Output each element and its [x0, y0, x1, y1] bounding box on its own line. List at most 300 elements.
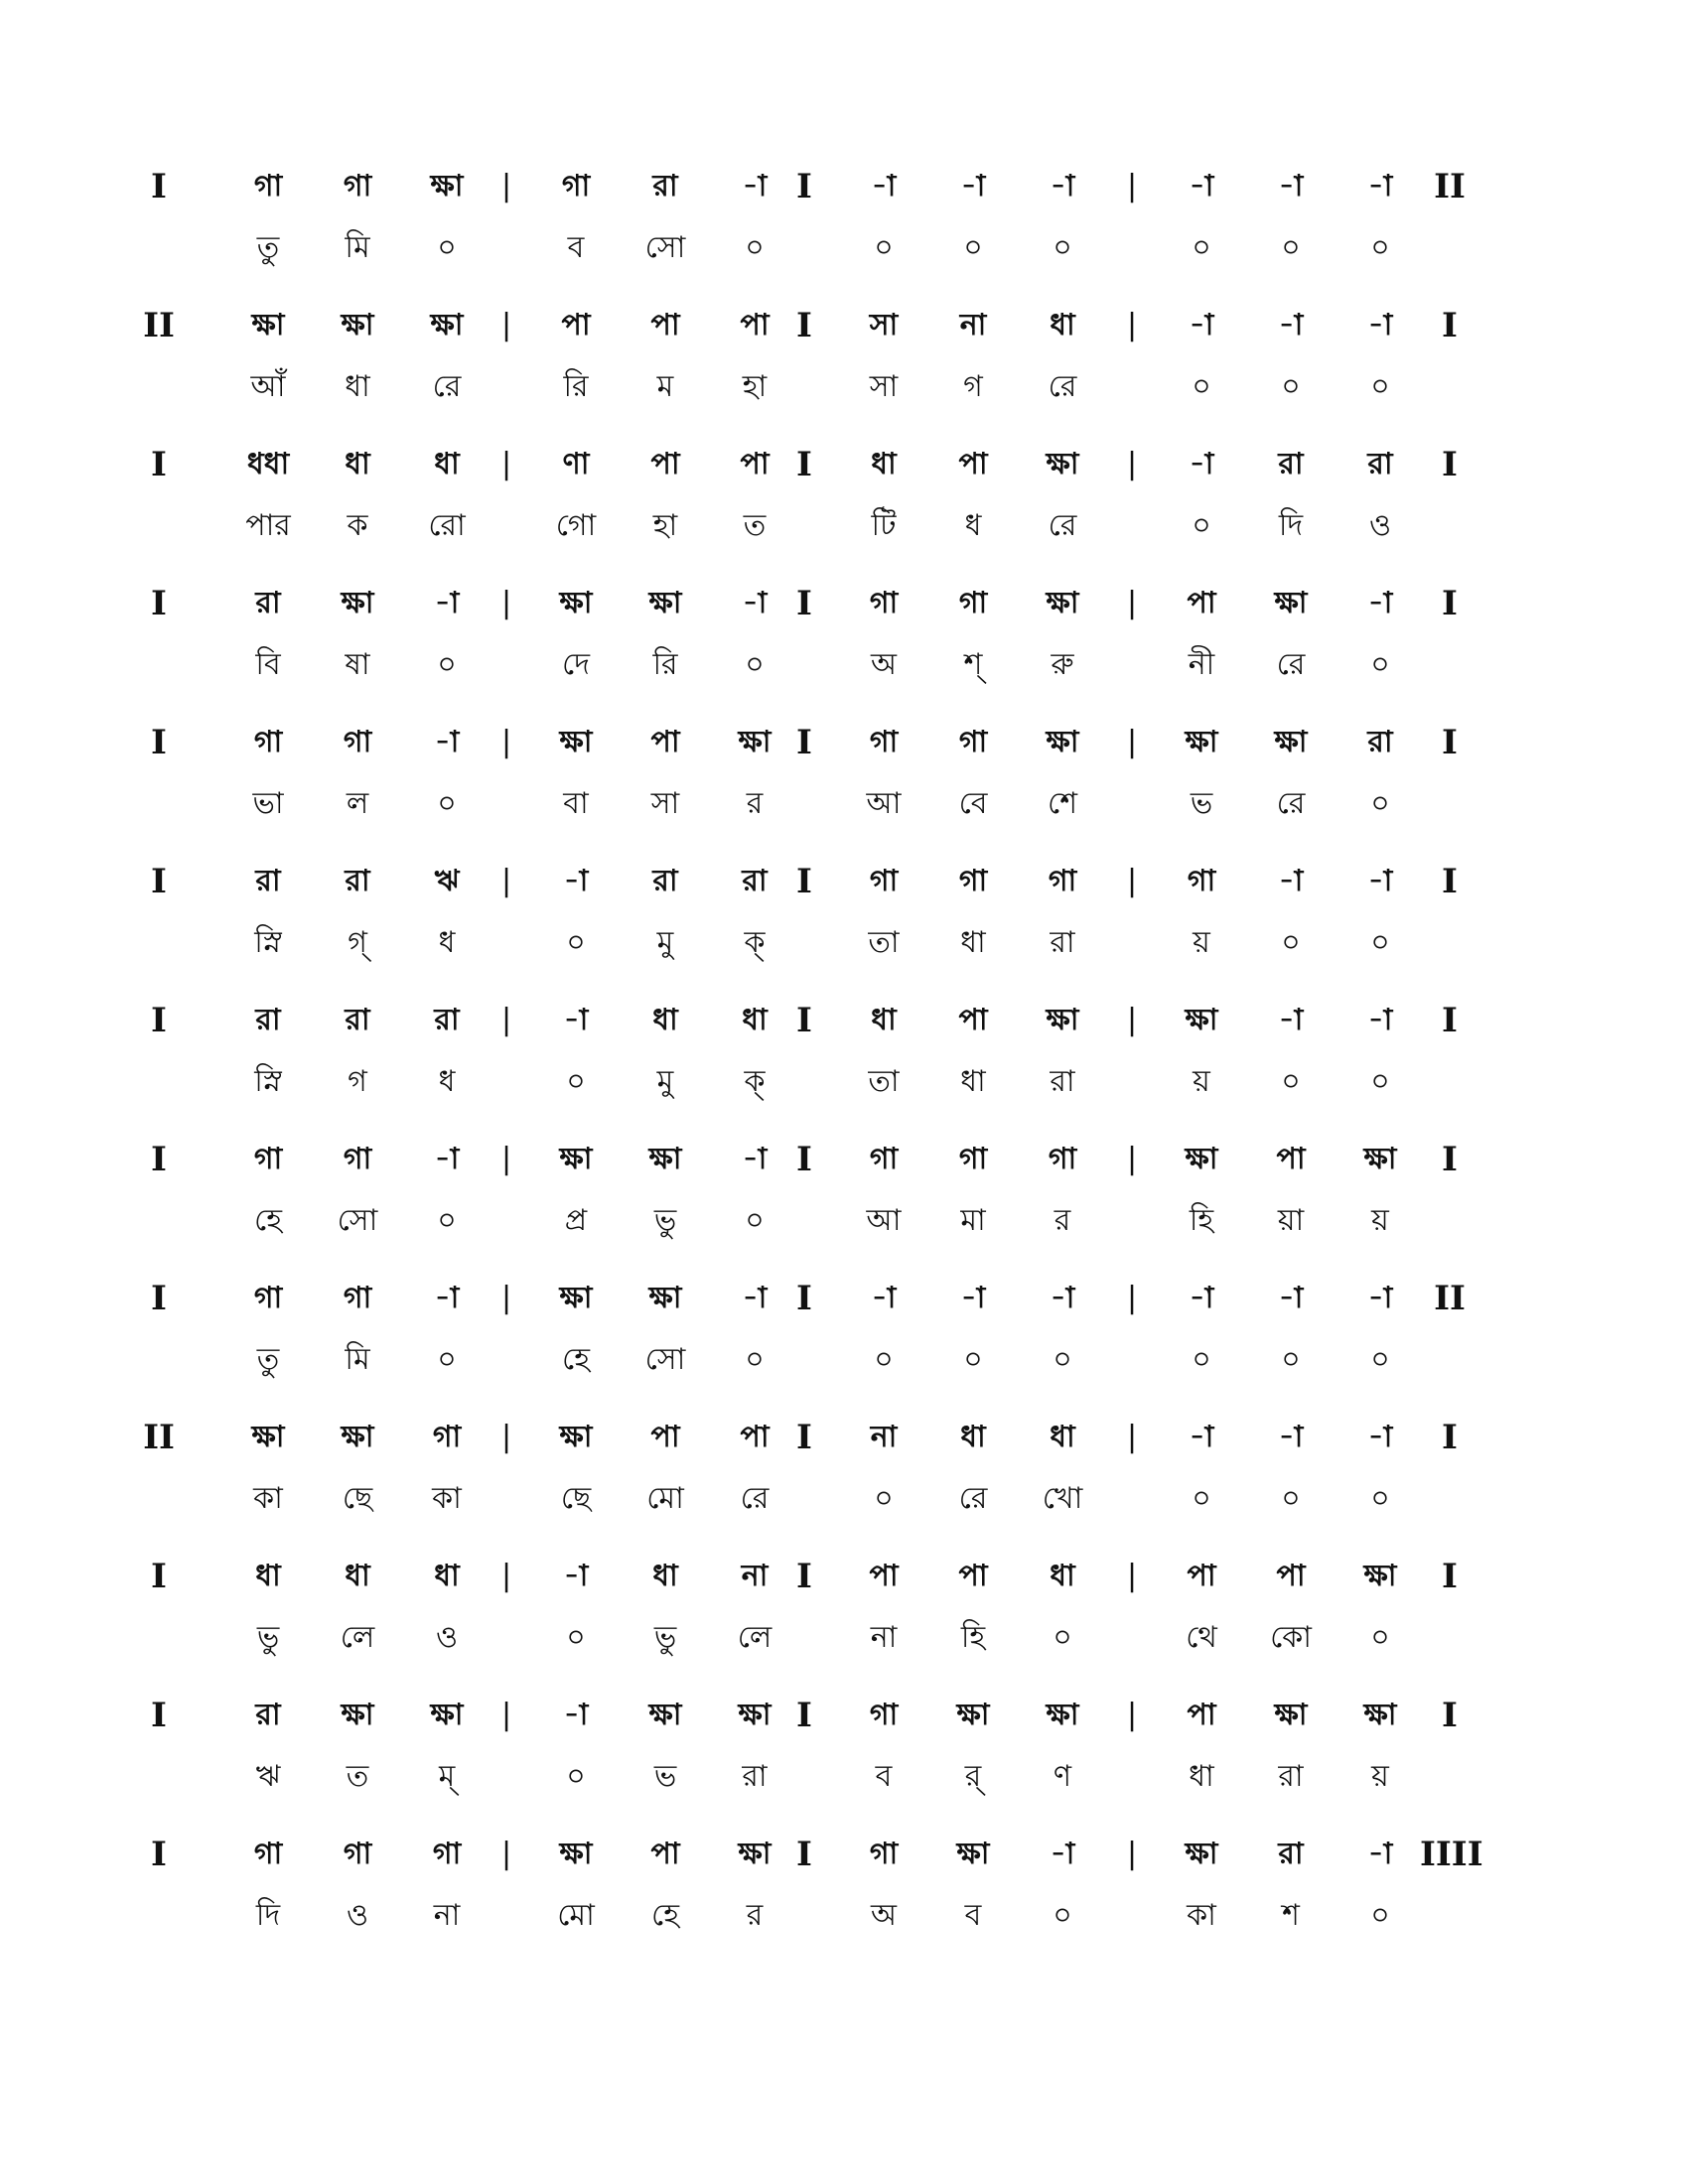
swara-note: ক্ষা	[956, 1837, 990, 1871]
lyric-syllable: ০	[1370, 1481, 1390, 1516]
swara-note: -া	[1367, 1003, 1393, 1037]
swara-note: ধা	[742, 1003, 768, 1037]
bar-line: I	[151, 584, 167, 623]
swara-note: না	[741, 1559, 769, 1593]
lyric-syllable: ও	[346, 1898, 369, 1933]
swara-note: ক্ষা	[341, 308, 374, 342]
swara-note: গা	[958, 1142, 988, 1176]
swara-note: ধা	[345, 1559, 370, 1593]
beat-divider: |	[500, 169, 512, 204]
swara-note: গা	[869, 864, 899, 898]
lyric-syllable: সো	[644, 1342, 686, 1377]
swara-note: ক্ষা	[648, 1281, 682, 1315]
lyric-syllable: ০	[1192, 230, 1211, 265]
swara-note: ক্ষা	[430, 169, 464, 204]
lyric-syllable: ০	[566, 1620, 586, 1655]
notation-line	[143, 1410, 1529, 1549]
lyric-row	[159, 1193, 1529, 1249]
lyric-syllable: র	[1054, 1203, 1071, 1238]
lyric-syllable: মু	[656, 925, 674, 960]
lyric-syllable: পার	[245, 508, 291, 543]
beat-divider: |	[1126, 447, 1138, 481]
beat-divider: |	[500, 1281, 512, 1315]
bar-line: I	[796, 584, 812, 623]
swara-note: -া	[563, 1003, 589, 1037]
lyric-syllable: ০	[1281, 1064, 1301, 1099]
bar-line: I	[151, 723, 167, 762]
lyric-syllable: ০	[1370, 1620, 1390, 1655]
swara-row	[151, 576, 1529, 631]
swara-note: গা	[1048, 1142, 1077, 1176]
lyric-syllable: ০	[437, 786, 457, 821]
notation-sheet	[143, 159, 1529, 1966]
notation-line	[151, 1132, 1529, 1271]
swara-note: গা	[343, 169, 372, 204]
swara-note: -া	[742, 169, 768, 204]
swara-note: গা	[343, 1281, 372, 1315]
lyric-row	[159, 1888, 1529, 1944]
lyric-syllable: তা	[868, 1064, 900, 1099]
bar-line: I	[1442, 1418, 1458, 1457]
swara-note: গা	[869, 586, 899, 620]
bar-line: I	[1442, 1557, 1458, 1596]
swara-note: ক্ষা	[1046, 1003, 1079, 1037]
swara-note: রা	[434, 1003, 460, 1037]
lyric-syllable: রা	[1278, 1759, 1304, 1794]
notation-line	[151, 159, 1529, 298]
swara-note: ধা	[652, 1559, 678, 1593]
lyric-syllable: কা	[253, 1481, 283, 1516]
swara-row	[151, 715, 1529, 770]
lyric-syllable: র	[746, 1898, 764, 1933]
swara-note: গা	[253, 1281, 283, 1315]
notation-line	[151, 854, 1529, 993]
lyric-syllable: গ্	[348, 925, 367, 960]
lyric-syllable: সা	[869, 369, 899, 404]
bar-line: I	[796, 1557, 812, 1596]
swara-note: ধধা	[246, 447, 290, 481]
swara-row	[151, 1271, 1529, 1326]
lyric-syllable: দি	[255, 1898, 281, 1933]
swara-note: ক্ষা	[1046, 447, 1079, 481]
swara-note: -া	[563, 1698, 589, 1732]
lyric-row	[159, 220, 1529, 276]
swara-row	[151, 1827, 1529, 1882]
swara-note: ধা	[1050, 308, 1075, 342]
lyric-syllable: তা	[868, 925, 900, 960]
lyric-syllable: দি	[1278, 508, 1304, 543]
lyric-syllable: রে	[432, 369, 462, 404]
lyric-syllable: রি	[652, 647, 678, 682]
lyric-syllable: ছে	[342, 1481, 373, 1516]
swara-note: -া	[1189, 1420, 1214, 1454]
swara-note: গা	[869, 1837, 899, 1871]
lyric-syllable: ০	[437, 647, 457, 682]
swara-note: পা	[561, 308, 591, 342]
lyric-syllable: ০	[1192, 1342, 1211, 1377]
swara-note: ক্ষা	[1185, 725, 1218, 759]
beat-divider: |	[500, 1420, 512, 1454]
swara-note: -া	[563, 1559, 589, 1593]
beat-divider: |	[500, 1837, 512, 1871]
swara-row	[151, 159, 1529, 214]
lyric-syllable: ০	[1192, 1481, 1211, 1516]
swara-note: -া	[960, 169, 986, 204]
lyric-syllable: ০	[745, 647, 765, 682]
bar-line: I	[796, 723, 812, 762]
lyric-syllable: তু	[256, 1342, 280, 1377]
lyric-syllable: আঁ	[250, 369, 286, 404]
lyric-syllable: ধ	[438, 1064, 456, 1099]
lyric-syllable: ভ	[653, 1759, 677, 1794]
lyric-syllable: ০	[1370, 786, 1390, 821]
swara-row	[151, 437, 1529, 492]
swara-note: ধা	[1050, 1420, 1075, 1454]
swara-note: পা	[650, 1420, 680, 1454]
swara-note: -া	[742, 586, 768, 620]
swara-note: -া	[1278, 169, 1304, 204]
swara-note: গা	[253, 169, 283, 204]
lyric-syllable: ও	[1368, 508, 1392, 543]
swara-note: ক্ষা	[430, 1698, 464, 1732]
swara-note: ক্ষা	[648, 1698, 682, 1732]
swara-note: ক্ষা	[1046, 725, 1079, 759]
lyric-syllable: ০	[1370, 1342, 1390, 1377]
bar-line: IIII	[1420, 1835, 1483, 1874]
lyric-syllable: ০	[437, 230, 457, 265]
swara-note: ক্ষা	[559, 725, 593, 759]
lyric-syllable: য়	[1371, 1203, 1389, 1238]
swara-note: ক্ষা	[1274, 1698, 1308, 1732]
swara-note: -া	[1278, 1420, 1304, 1454]
beat-divider: |	[500, 1698, 512, 1732]
swara-note: -া	[1189, 1281, 1214, 1315]
lyric-syllable: রে	[1276, 786, 1306, 821]
bar-line: I	[151, 862, 167, 901]
bar-line: I	[1442, 1696, 1458, 1735]
swara-note: পা	[1187, 586, 1216, 620]
lyric-syllable: খো	[1042, 1481, 1083, 1516]
lyric-syllable: ত	[346, 1759, 369, 1794]
lyric-syllable: বে	[958, 786, 988, 821]
lyric-syllable: হে	[254, 1203, 282, 1238]
lyric-syllable: কো	[1270, 1620, 1312, 1655]
lyric-row	[159, 776, 1529, 832]
lyric-syllable: ভু	[653, 1203, 677, 1238]
lyric-syllable: ০	[874, 1481, 894, 1516]
swara-row	[143, 1410, 1529, 1465]
swara-note: গা	[958, 725, 988, 759]
lyric-row	[159, 1332, 1529, 1388]
bar-line: I	[1442, 306, 1458, 345]
swara-note: পা	[650, 308, 680, 342]
lyric-syllable: ঋ	[255, 1759, 281, 1794]
lyric-syllable: গ	[348, 1064, 367, 1099]
lyric-syllable: য়	[1193, 1064, 1210, 1099]
lyric-syllable: মি	[345, 1342, 370, 1377]
lyric-syllable: ভা	[252, 786, 284, 821]
swara-note: ক্ষা	[341, 586, 374, 620]
swara-note: -া	[960, 1281, 986, 1315]
lyric-syllable: ছে	[560, 1481, 592, 1516]
lyric-syllable: ০	[1053, 1342, 1072, 1377]
swara-note: পা	[650, 1837, 680, 1871]
lyric-syllable: গ	[963, 369, 983, 404]
swara-note: -া	[1050, 169, 1075, 204]
lyric-syllable: ধ	[438, 925, 456, 960]
lyric-syllable: ল	[346, 786, 369, 821]
swara-note: ক্ষা	[341, 1420, 374, 1454]
lyric-syllable: ০	[1370, 369, 1390, 404]
swara-note: রা	[255, 1003, 281, 1037]
beat-divider: |	[1126, 308, 1138, 342]
swara-note: -া	[563, 864, 589, 898]
beat-divider: |	[500, 1142, 512, 1176]
lyric-syllable: রা	[1050, 925, 1075, 960]
swara-note: রা	[652, 864, 678, 898]
lyric-syllable: ০	[1281, 1342, 1301, 1377]
lyric-syllable: ০	[1192, 369, 1211, 404]
swara-note: ধা	[255, 1559, 281, 1593]
lyric-syllable: ক্	[744, 925, 766, 960]
lyric-syllable: মো	[646, 1481, 684, 1516]
swara-note: ঋ	[434, 864, 460, 898]
lyric-syllable: মু	[656, 1064, 674, 1099]
swara-note: গা	[253, 1142, 283, 1176]
swara-note: -া	[434, 1142, 460, 1176]
swara-note: ধা	[434, 447, 460, 481]
swara-note: গা	[561, 169, 591, 204]
bar-line: I	[1442, 1140, 1458, 1179]
lyric-syllable: ম্	[438, 1759, 456, 1794]
notation-line	[151, 437, 1529, 576]
lyric-syllable: র	[746, 786, 764, 821]
beat-divider: |	[500, 308, 512, 342]
lyric-syllable: ০	[1192, 508, 1211, 543]
swara-note: পা	[1187, 1559, 1216, 1593]
swara-note: ক্ষা	[1274, 725, 1308, 759]
lyric-syllable: দে	[562, 647, 590, 682]
lyric-syllable: আ	[866, 1203, 902, 1238]
swara-note: রা	[255, 1698, 281, 1732]
bar-line: I	[1442, 584, 1458, 623]
swara-note: -া	[434, 586, 460, 620]
lyric-syllable: স্নি	[254, 925, 282, 960]
bar-line: I	[1442, 862, 1458, 901]
swara-note: ক্ষা	[341, 1698, 374, 1732]
notation-line	[151, 993, 1529, 1132]
lyric-syllable: সা	[650, 786, 680, 821]
bar-line: I	[151, 1140, 167, 1179]
lyric-row	[159, 359, 1529, 415]
swara-note: পা	[1276, 1559, 1306, 1593]
swara-note: রা	[1367, 725, 1393, 759]
lyric-syllable: ক্	[744, 1064, 766, 1099]
swara-note: গা	[958, 586, 988, 620]
lyric-syllable: হে	[562, 1342, 590, 1377]
swara-note: ধা	[1050, 1559, 1075, 1593]
lyric-syllable: ০	[1281, 230, 1301, 265]
lyric-syllable: রা	[1050, 1064, 1075, 1099]
lyric-syllable: নী	[1188, 647, 1215, 682]
lyric-syllable: ০	[1281, 925, 1301, 960]
bar-line: I	[796, 1696, 812, 1735]
swara-note: রা	[345, 1003, 370, 1037]
bar-line: I	[1442, 723, 1458, 762]
swara-note: ধা	[871, 447, 897, 481]
bar-line: I	[796, 862, 812, 901]
lyric-syllable: ০	[745, 1203, 765, 1238]
swara-row	[151, 1549, 1529, 1604]
lyric-syllable: রে	[1048, 369, 1077, 404]
lyric-syllable: হি	[1189, 1203, 1214, 1238]
bar-line: I	[151, 1835, 167, 1874]
swara-note: -া	[1367, 1837, 1393, 1871]
bar-line: I	[151, 1557, 167, 1596]
beat-divider: |	[500, 1003, 512, 1037]
lyric-syllable: ০	[1370, 1898, 1390, 1933]
beat-divider: |	[500, 586, 512, 620]
bar-line: I	[796, 445, 812, 484]
lyric-syllable: হি	[960, 1620, 986, 1655]
swara-note: ক্ষা	[1363, 1142, 1397, 1176]
lyric-syllable: না	[433, 1898, 461, 1933]
lyric-syllable: ণ	[1053, 1759, 1072, 1794]
lyric-syllable: ০	[1281, 1481, 1301, 1516]
swara-note: ক্ষা	[1046, 586, 1079, 620]
lyric-syllable: রে	[740, 1481, 770, 1516]
bar-line: I	[796, 306, 812, 345]
swara-note: গা	[432, 1420, 462, 1454]
swara-note: -া	[1367, 308, 1393, 342]
swara-note: -া	[742, 1281, 768, 1315]
lyric-syllable: য়	[1371, 1759, 1389, 1794]
beat-divider: |	[500, 864, 512, 898]
swara-note: ক্ষা	[559, 1837, 593, 1871]
lyric-syllable: মি	[345, 230, 370, 265]
lyric-syllable: রে	[1048, 508, 1077, 543]
swara-note: ক্ষা	[1274, 586, 1308, 620]
bar-line: I	[151, 1696, 167, 1735]
bar-line: I	[151, 445, 167, 484]
beat-divider: |	[1126, 1281, 1138, 1315]
swara-note: -া	[871, 1281, 897, 1315]
beat-divider: |	[1126, 725, 1138, 759]
lyric-syllable: ব	[875, 1759, 893, 1794]
lyric-syllable: ০	[1370, 647, 1390, 682]
lyric-syllable: ধা	[960, 1064, 986, 1099]
swara-note: ধা	[960, 1420, 986, 1454]
swara-note: ক্ষা	[648, 1142, 682, 1176]
beat-divider: |	[1126, 1559, 1138, 1593]
lyric-syllable: না	[870, 1620, 898, 1655]
swara-note: ক্ষা	[648, 586, 682, 620]
swara-note: -া	[1278, 1003, 1304, 1037]
swara-note: গা	[253, 1837, 283, 1871]
beat-divider: |	[1126, 864, 1138, 898]
swara-note: -া	[1278, 308, 1304, 342]
swara-note: ধা	[434, 1559, 460, 1593]
swara-note: -া	[1050, 1837, 1075, 1871]
lyric-syllable: ০	[437, 1342, 457, 1377]
bar-line: I	[796, 1001, 812, 1040]
swara-note: ক্ষা	[1363, 1698, 1397, 1732]
lyric-syllable: র্	[964, 1759, 982, 1794]
notation-line	[151, 1271, 1529, 1410]
bar-line: I	[796, 1835, 812, 1874]
swara-note: -া	[1367, 864, 1393, 898]
lyric-syllable: ধা	[1189, 1759, 1214, 1794]
lyric-syllable: ষা	[345, 647, 370, 682]
lyric-syllable: ০	[1053, 230, 1072, 265]
notation-line	[151, 1549, 1529, 1688]
lyric-syllable: ০	[1370, 1064, 1390, 1099]
beat-divider: |	[1126, 1837, 1138, 1871]
swara-note: গা	[343, 725, 372, 759]
lyric-syllable: রো	[428, 508, 466, 543]
swara-note: ধা	[345, 447, 370, 481]
lyric-syllable: রি	[563, 369, 589, 404]
lyric-syllable: লে	[340, 1620, 375, 1655]
swara-note: ক্ষা	[559, 586, 593, 620]
lyric-syllable: বি	[255, 647, 281, 682]
swara-note: ণা	[562, 447, 590, 481]
swara-note: ক্ষা	[559, 1281, 593, 1315]
lyric-syllable: স্নি	[254, 1064, 282, 1099]
swara-note: ধা	[871, 1003, 897, 1037]
beat-divider: |	[1126, 1142, 1138, 1176]
lyric-syllable: ০	[566, 1064, 586, 1099]
lyric-syllable: মা	[960, 1203, 986, 1238]
swara-note: ক্ষা	[956, 1698, 990, 1732]
swara-note: গা	[869, 1142, 899, 1176]
lyric-syllable: ব	[964, 1898, 982, 1933]
lyric-row	[159, 1054, 1529, 1110]
swara-note: ক্ষা	[430, 308, 464, 342]
bar-line: II	[143, 1418, 175, 1457]
lyric-row	[159, 498, 1529, 554]
lyric-syllable: কা	[432, 1481, 462, 1516]
swara-note: -া	[1367, 1420, 1393, 1454]
lyric-syllable: ০	[874, 230, 894, 265]
swara-note: ক্ষা	[738, 1837, 772, 1871]
swara-note: ক্ষা	[251, 308, 285, 342]
swara-note: -া	[1189, 447, 1214, 481]
swara-note: ধা	[652, 1003, 678, 1037]
lyric-syllable: অ	[871, 647, 897, 682]
swara-note: -া	[871, 169, 897, 204]
lyric-syllable: ০	[745, 1342, 765, 1377]
bar-line: I	[151, 1279, 167, 1318]
lyric-syllable: ০	[1281, 369, 1301, 404]
swara-note: -া	[1189, 308, 1214, 342]
swara-note: রা	[255, 586, 281, 620]
swara-note: গা	[869, 1698, 899, 1732]
lyric-syllable: ০	[745, 230, 765, 265]
lyric-syllable: বা	[563, 786, 589, 821]
lyric-syllable: তু	[256, 230, 280, 265]
lyric-syllable: ও	[435, 1620, 459, 1655]
lyric-row	[159, 637, 1529, 693]
swara-note: পা	[740, 308, 770, 342]
lyric-syllable: রে	[958, 1481, 988, 1516]
lyric-syllable: য়া	[1277, 1203, 1305, 1238]
swara-note: গা	[869, 725, 899, 759]
lyric-syllable: ০	[1053, 1620, 1072, 1655]
swara-note: -া	[1278, 864, 1304, 898]
bar-line: I	[151, 1001, 167, 1040]
beat-divider: |	[500, 1559, 512, 1593]
